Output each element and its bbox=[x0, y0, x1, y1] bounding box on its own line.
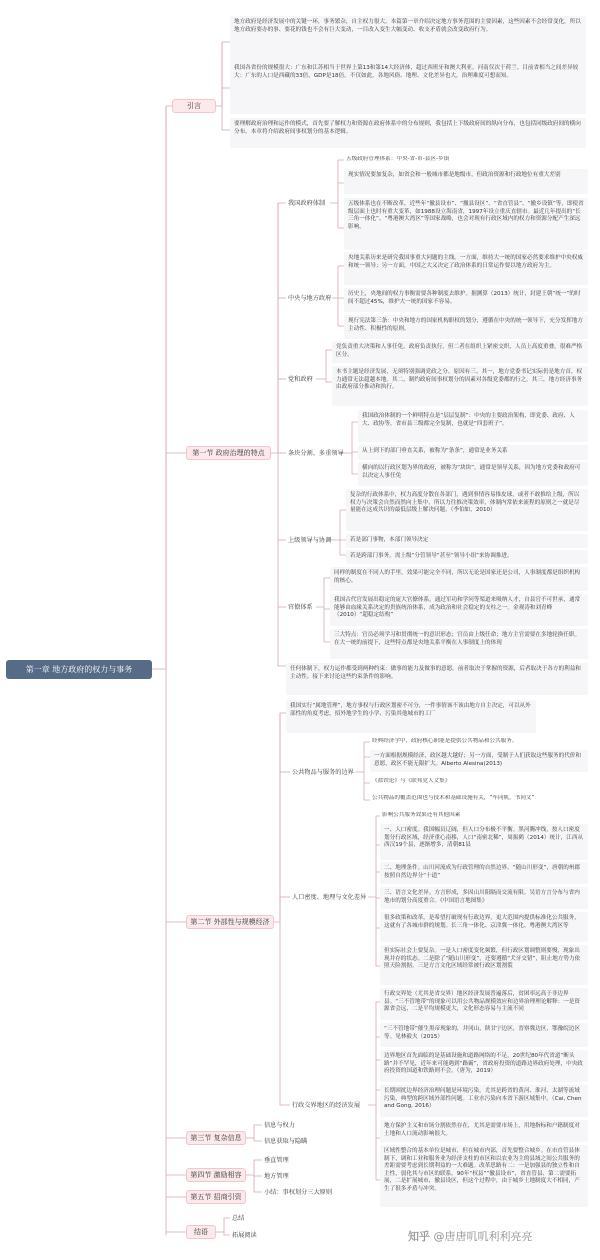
note-leadership-1: 复杂的行政体系中，权力高度分散在各部门，遇到事情容易推皮球，或者不敢推给上级，所以权力与决策会自然而然向上集中，所以力往推决策效率，体制内常依来流程的原则之一就是尽量能在这成共识的最低层级上解决问题。（李伯如，2010） bbox=[346, 489, 588, 531]
connector bbox=[152, 106, 172, 669]
connector bbox=[214, 1218, 230, 1235]
sub-border-economy[interactable]: 行政交界地区的经济发展 bbox=[292, 1102, 361, 1109]
note-density-4: 三、语言文化差异。方言形成，多因山川阻隔而交流有限。吴语方言分布与省内地市的划分高度重合。《中国语言地图集》 bbox=[380, 887, 588, 909]
connector bbox=[272, 713, 286, 922]
sub-info-power[interactable]: 信息与权力 bbox=[264, 1122, 295, 1129]
note-s2-intro: 我国实行“属地管理”，地方事权与行政区划密不可分，一件事情该不该由地方自主决定，可以从外部性的角度考虑，招外地学生的小学、污染其他城市的工厂 bbox=[286, 700, 536, 733]
connector bbox=[222, 42, 230, 130]
note-border-5: 地方保护主义和市场分割依然存在，尤其是需要市场上，用地指标和户籍制度对土地和人口流动影响很大。 bbox=[380, 1120, 588, 1142]
watermark bbox=[408, 1228, 533, 1244]
sub-density-geography[interactable]: 人口密度、地理与文化差异 bbox=[292, 894, 367, 901]
section-complex-info[interactable]: 第三节 复杂信息 bbox=[186, 1131, 246, 1145]
root-node[interactable]: 第一章 地方政府的权力与事务 bbox=[6, 660, 152, 679]
section-incentive[interactable]: 第四节 激励相容 bbox=[186, 1168, 246, 1182]
note-party-gov-2: 本书主题是经济发展，无须特别强调党政之分。原因有三。其一，地方党委书记实际仍是地方首，权力通常无法超越本地。其二，制约政府间事权划分的因素对各级党委都的行之。其三，地方经济事务由政府部分推动和执行。 bbox=[332, 366, 588, 406]
section-externality[interactable]: 第二节 外部性与规模经济 bbox=[186, 915, 274, 929]
note-leadership-3: 若是跨部门事务，需上级“分管领导”甚至“领导小组”来协调推进。 bbox=[346, 550, 588, 564]
note-leadership-2: 若是部门事物，本部门领导决定 bbox=[346, 534, 588, 548]
note-bureaucracy-3: 三大特点：官员必须学习和贯彻统一的意识形态；官员由上级任命；地方主官需要在多地轮换任职。在大一统的前提下，这些特点都是央地关系平衡在人事制度上的体现 bbox=[330, 629, 588, 659]
sub-info-concealment[interactable]: 信息获取与隐瞒 bbox=[264, 1138, 308, 1145]
intro-note-1: 地方政府是经济发展中的关键一环，事务繁杂，自主权力很大。本篇第一章介绍决定地方事务范围的主要因素，这些因素不会经常变化，所以地方政府要办的事、要花的钱也不会有巨大变动，一目改入变生大幅变动、收支矛盾就会改变政府行为。 bbox=[230, 16, 586, 68]
note-density-1: 影响公共服务效果还有其他因素 bbox=[382, 812, 461, 818]
sub-bloc-division[interactable]: 条块分割、多重领导 bbox=[288, 450, 344, 457]
note-public-goods-4: 公共物品的覆盖范围也与技术和基础设施有关，“车同轨，书同文” bbox=[372, 795, 535, 801]
note-s1-summary: 任何体制下，权力运作都受到两种约束：做事的能力及做事的意愿。前者取决于掌握的资源，后者取决于各方的利益和主动性。接下来讨论这些约束条件的影响。 bbox=[286, 663, 588, 695]
sub-local-management[interactable]: 地方管理 bbox=[264, 1173, 289, 1180]
note-border-2: “三不管地带”催生黑帝现象的，井冈山，陕甘宁边区，晋察冀边区，鄂豫皖边区等。见林毅夫（2015） bbox=[380, 1023, 588, 1047]
connector bbox=[278, 203, 286, 666]
note-border-4: 长期困扰边界经济治理问题是环境污染，尤其是跨省的黄河、淮河、太湖等流域污染，典型的跨区域外部性问题。工业水污染向本省下游区域集中。（Cai, Chen and Gong, 2016） bbox=[380, 1085, 588, 1117]
connector bbox=[332, 266, 344, 326]
note-bureaucracy-2: 我国古代官发展出稳定的庞大官僚体系，通过军功和学问等渠道来吸纳人才，自县官不可世承，通常能够由血缘关系决定的贵族统治体系，成为政治和社会稳定的支柱之一。金观涛和刘青峰（2010）“超稳定结构” bbox=[330, 594, 588, 626]
note-bureaucracy-1: 同样的制度在不同人的手里，效果可能完全不同，所以无论是国家还是公司，人事制度都是组织机构的核心。 bbox=[330, 567, 588, 591]
note-density-5: 很多政策和改革，是希望打破现有行政边界，更大范围内提供标准化公共服务，这就有了各城市群的规划。长三角一体化、京津冀一体化、粤港澳大湾区等 bbox=[380, 912, 588, 942]
sub-leadership-coordination[interactable]: 上级领导与协调 bbox=[288, 537, 332, 544]
connector bbox=[368, 816, 380, 966]
note-public-goods-2: 一方面根据规模经济，政区越大越好；另一方面，受制于人们获取这些服务的代价和意愿，政区不能无限扩大。Alberto Alesina(2013) bbox=[370, 750, 588, 772]
note-border-1: 行政交界处（尤其是省交界）地区经济发展普遍落后，贫困率远高于非边界县。“三不管地带”的现象可以用公共物品规模效应和边界治理理论解释：一是资源省会远，二是平均规模更大，文化形态容易与主流不同 bbox=[380, 988, 588, 1020]
sub-public-goods[interactable]: 公共物品与服务的边界 bbox=[292, 769, 354, 776]
note-border-6: 区域性整合的基本单位是城市，但在城市内部，首先要整合城乡。在市直管县体制下，调和工业和服务业为经济支柱的市区和以农业为主的县域之间公共服务的差距需要考虑到长期利益的一大难题。改革思路有二：一是加强县的独立性和自主性，弱化其与市区的联系。90年“权县”“撤县设市”，省直管县、第二需要拓展，二是扩展城市，撤县设区，但这个过程中，由于城乡土地制度大不相同，产生了很多矛盾与冲突。 bbox=[380, 1145, 588, 1207]
connector bbox=[368, 1002, 380, 1180]
note-party-gov-1: 党负责重大决策和人事任免，政府负责执行，但二者在组织上紧密交织，人员上高度重叠，很难严格区分。 bbox=[332, 341, 588, 363]
sub-further-reading[interactable]: 拓展阅读 bbox=[232, 1232, 257, 1239]
note-central-local-1: 央地关系历来是研究我国事重大问题的主线。一方面，维持大一统的国家必然要求维护中央权威和统一领导；另一方面，中国之大又决定了政治体系的日常运作要以地方政府为主。 bbox=[344, 252, 588, 285]
zhihu-logo: 知乎 bbox=[408, 1230, 430, 1243]
connector bbox=[269, 203, 286, 453]
sub-three-principles[interactable]: 小结：事权划分三大原则 bbox=[264, 1189, 333, 1196]
note-gov-system-2: 现实情况要加复杂，如省会和一般城市都是地级市，但政治资源和行政地位有重大差别 bbox=[344, 169, 588, 194]
intro-note-3: 要理解政府治理和运作的模式，首先要了解权力和资源在政府体系中的分布规则，我包括上下级政府间的纵向分布，也包括同级政府间的横向分布。本章将介绍政府间事权划分的基本逻辑。 bbox=[230, 118, 586, 148]
intro-note-2: 我国各省份的规模很大：广东和江苏相当于世界上第13和第14大经济体，超过西班牙和澳大利亚。河南仅次于荷兰。目前省相当之间差异较大：广东的人口是西藏的33倍，GDP是18倍。不仅如此，各地风俗、地理、文化差异也大，治理难度可想而知。 bbox=[230, 62, 586, 114]
connector bbox=[244, 1160, 262, 1192]
sub-vertical-management[interactable]: 垂直管理 bbox=[264, 1157, 289, 1164]
note-bloc-2: 从上到下的部门垂直关系，被称为“条条”，通常是业务关系 bbox=[358, 445, 588, 460]
note-bloc-3: 横向的以行政区划为界的政府，被称为“块块”，通常是领导关系，因为地方党委和政府可以决定人事任免 bbox=[358, 462, 588, 486]
section-investment[interactable]: 第五节 招商引资 bbox=[186, 1190, 246, 1204]
connector bbox=[330, 510, 346, 555]
note-bloc-1: 我国政治体制的一个鲜明特点是“层层复制”：中央的主要政治架构，即党委、政府、人大、政协等，省市县三级都完全复制，也就是“四套班子”。 bbox=[358, 410, 588, 442]
note-border-3: 边界地区首先面临的是基础设施和道路网络的不足。20世纪80年代省道“断头路”并不罕见，近年来可能遇到“路霸”，省政府投资的道路边界政府处理，中央政府投资的国道和铁路则不会。（唐为，2019） bbox=[380, 1050, 588, 1082]
sub-government-system[interactable]: 我国政府体制 bbox=[288, 200, 326, 207]
connector bbox=[356, 742, 370, 800]
section-intro[interactable]: 引言 bbox=[172, 99, 216, 113]
note-density-6: 但实际社会上要复杂。一是人口密度变化频繁，但行政区划调整则要慢，现象出现并存的状态。二是除了“随山川形变”，还要遵循“犬牙交错”，阻止地方势力依照天险割据。三是方言文化区域经常被行政区划割裂 bbox=[380, 945, 588, 985]
watermark-handle: @唐唐叽叽利利亮亮 bbox=[433, 1230, 533, 1243]
note-density-3: 二、地理条件。山川河流成为行政管理的自然边界。“随山川形变”，唐朝的州郡按照自然边界分“十道” bbox=[380, 862, 588, 884]
note-central-local-2: 历史上，央地间的权力事衡需要各种制度去维护。据测算（2013）统计，封建王朝“统一”的时间不超过45%，维护大一统的国家不容易。 bbox=[344, 288, 588, 312]
note-gov-system-3: 五级体系也在不断改革，近些年“撤县设市”、“撤县设区”、“省直管县”、“撤乡设镇”等，即使省级层面上也时有重大变革，如1988设立海南省，1997年设立重庆直辖市。最近几年提出的“长三角一体化”、“粤港澳大湾区”等国家战略，也会对现有行政区域内的权力和资源分配产生深远影响。 bbox=[344, 198, 588, 250]
sub-summary[interactable]: 总结 bbox=[232, 1215, 245, 1222]
note-public-goods-3: 《盐铁论》与《联邦党人文集》 bbox=[372, 778, 451, 784]
connector bbox=[316, 578, 330, 642]
note-central-local-3: 现行宪法第三条：中央和地方的国家机构职权的划分，遵循在中央的统一领导下，充分发挥地方主动性、积极性的原则。 bbox=[344, 315, 588, 339]
note-public-goods-1: 经典经济学中，政府核心职能是提供公共物品和公共服务。 bbox=[372, 738, 518, 744]
sub-party-government[interactable]: 党和政府 bbox=[288, 376, 313, 383]
sub-bureaucracy[interactable]: 官僚体系 bbox=[288, 604, 313, 611]
connector bbox=[316, 350, 332, 382]
note-density-2: 一、人口密度。我国幅员辽阔，但人口分布极不平衡。黑河腾冲线，按人口密度划分行政区域，经济重心南移，人口“南密北稀”，周振鹤（2014）统计，江西从西汉19个县，逐渐增多，清朝81县 bbox=[380, 824, 588, 860]
section-governance[interactable]: 第一节 政府治理的特点 bbox=[186, 446, 271, 460]
connector bbox=[244, 1125, 262, 1141]
sub-central-local[interactable]: 中央与地方政府 bbox=[288, 295, 332, 302]
section-conclusion[interactable]: 结语 bbox=[186, 1225, 216, 1239]
connector bbox=[330, 160, 344, 228]
note-gov-system-1: 五级政府管理体系：中央-省-市-县区-乡镇 bbox=[346, 156, 450, 162]
